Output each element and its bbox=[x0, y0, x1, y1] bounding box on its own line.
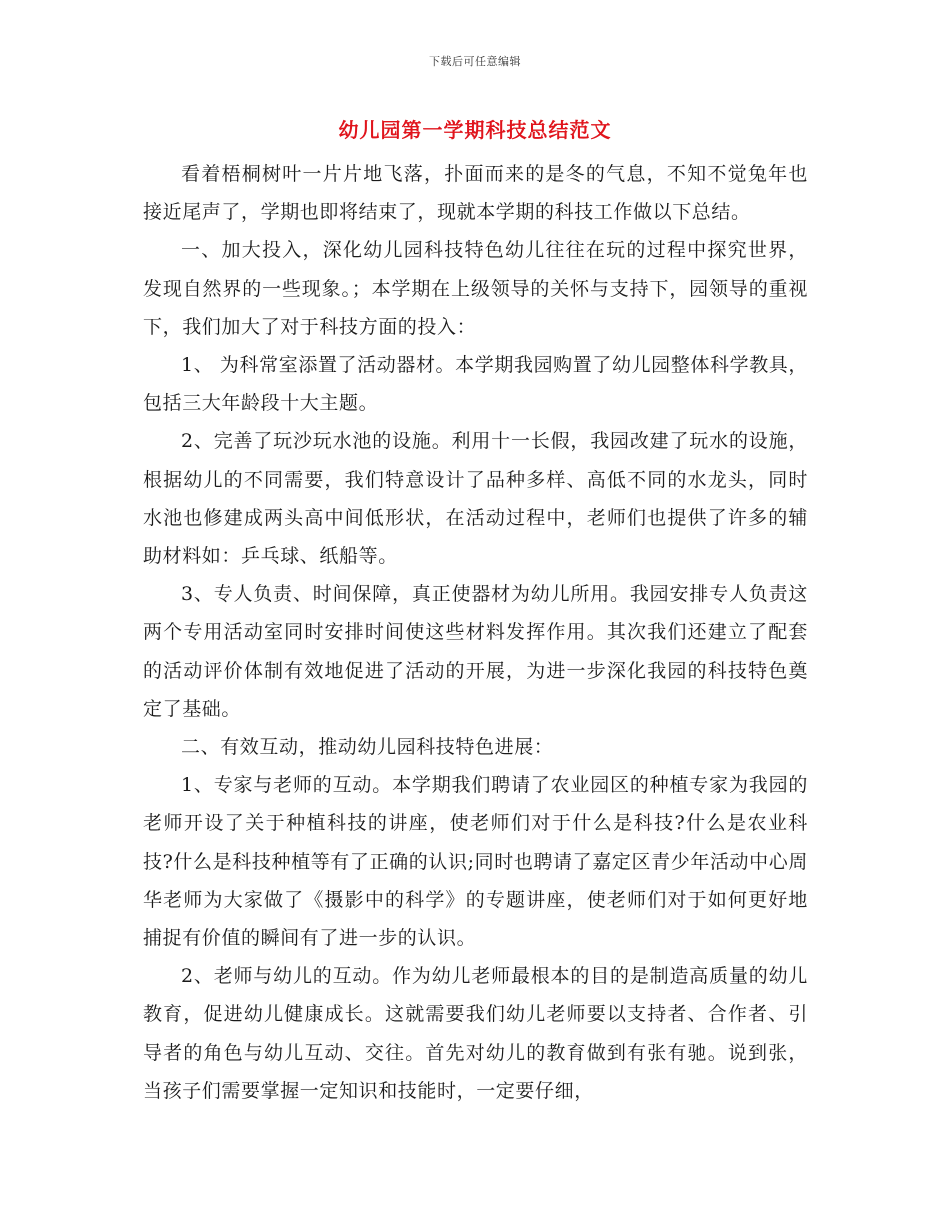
header-note: 下载后可任意编辑 bbox=[429, 55, 521, 68]
paragraph-intro: 看着梧桐树叶一片片地飞落，扑面而来的是冬的气息，不知不觉兔年也接近尾声了，学期也即将结束了，现就本学期的科技工作做以下总结。 bbox=[143, 163, 808, 224]
paragraph-item-2-2: 2、老师与幼儿的互动。作为幼儿老师最根本的目的是制造高质量的幼儿教育，促进幼儿健康成长。这就需要我们幼儿老师要以支持者、合作者、引导者的角色与幼儿互动、交往。首先对幼儿的教育做到有张有驰。说到张，当孩子们需要掌握一定知识和技能时，一定要仔细， bbox=[143, 965, 808, 1102]
paragraph-item-1-2: 2、完善了玩沙玩水池的设施。利用十一长假，我园改建了玩水的设施，根据幼儿的不同需要，我们特意设计了品种多样、高低不同的水龙头，同时水池也修建成两头高中间低形状，在活动过程中，老师们也提供了许多的辅助材料如：乒乓球、纸船等。 bbox=[143, 430, 808, 568]
paragraph-item-1-1: 1、 为科常室添置了活动器材。本学期我园购置了幼儿园整体科学教具，包括三大年龄段十大主题。 bbox=[143, 354, 808, 415]
paragraph-item-2-1: 1、专家与老师的互动。本学期我们聘请了农业园区的种植专家为我园的老师开设了关于种植科技的讲座，使老师们对于什么是科技?什么是农业科技?什么是科技种植等有了正确的认识;同时也聘请了嘉定区青少年活动中心周华老师为大家做了《摄影中的科学》的专题讲座，使老师们对于如何更好地捕捉有价值的瞬间有了进一步的认识。 bbox=[143, 774, 808, 950]
paragraph-item-1-3: 3、专人负责、时间保障，真正使器材为幼儿所用。我园安排专人负责这两个专用活动室同时安排时间使这些材料发挥作用。其次我们还建立了配套的活动评价体制有效地促进了活动的开展，为进一步深化我园的科技特色奠定了基础。 bbox=[143, 583, 808, 720]
document-title: 幼儿园第一学期科技总结范文 bbox=[338, 118, 612, 142]
paragraph-section-2: 二、有效互动，推动幼儿园科技特色进展： bbox=[181, 736, 554, 759]
document-body bbox=[143, 155, 808, 1110]
paragraph-section-1: 一、加大投入，深化幼儿园科技特色幼儿往往在玩的过程中探究世界，发现自然界的一些现象。；本学期在上级领导的关怀与支持下，园领导的重视下，我们加大了对于科技方面的投入： bbox=[143, 239, 808, 338]
